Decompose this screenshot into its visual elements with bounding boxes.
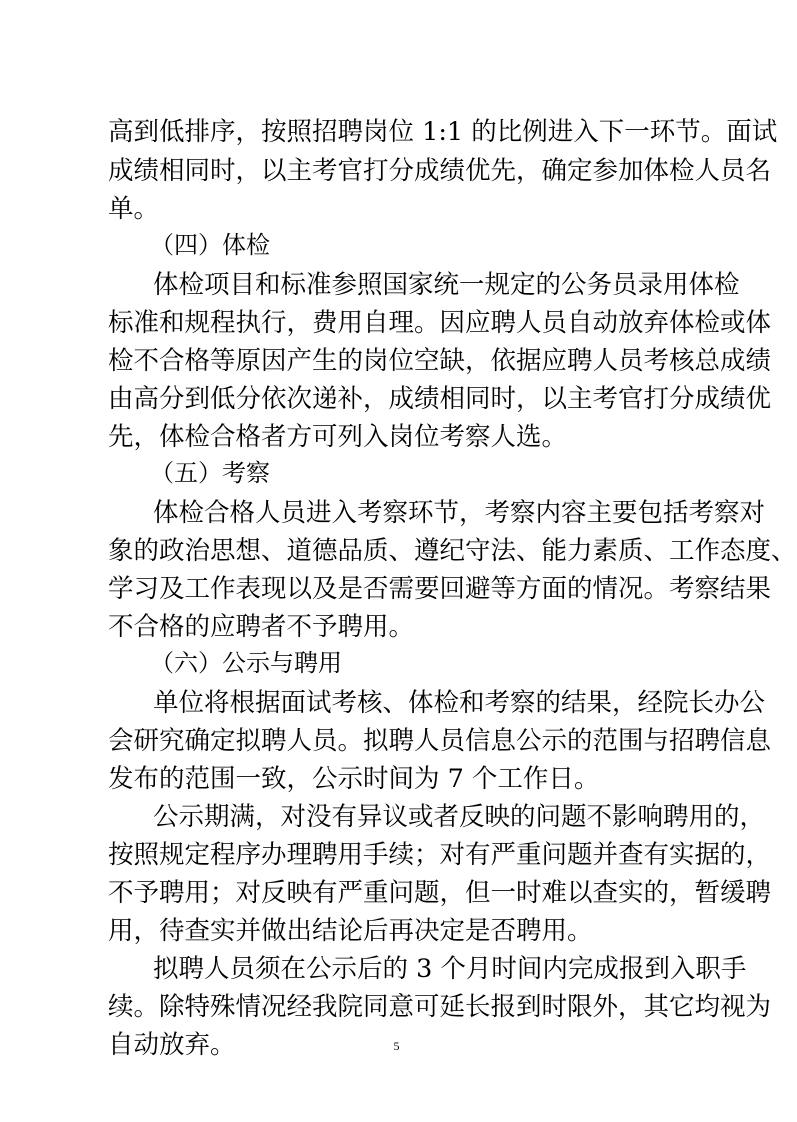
paragraph-line: 由高分到低分依次递补，成绩相同时，以主考官打分成绩优 [108, 384, 772, 414]
paragraph-line: 不予聘用；对反映有严重问题，但一时难以查实的，暂缓聘 [108, 878, 772, 908]
paragraph-line: 按照规定程序办理聘用手续；对有严重问题并查有实据的， [108, 840, 772, 870]
paragraph-line: 高到低排序，按照招聘岗位 1:1 的比例进入下一环节。面试 [108, 117, 778, 147]
section-heading-inspection: （五）考察 [150, 459, 270, 487]
paragraph-line: 象的政治思想、道德品质、遵纪守法、能力素质、工作态度、 [108, 536, 797, 566]
paragraph-line: 学习及工作表现以及是否需要回避等方面的情况。考察结果 [108, 574, 772, 604]
page-number: 5 [393, 1039, 400, 1053]
section-heading-physical-exam: （四）体检 [150, 231, 270, 259]
paragraph-line: 检不合格等原因产生的岗位空缺，依据应聘人员考核总成绩 [108, 346, 772, 376]
paragraph-line: 单位将根据面试考核、体检和考察的结果，经院长办公 [153, 688, 766, 718]
paragraph-line: 会研究确定拟聘人员。拟聘人员信息公示的范围与招聘信息 [108, 726, 772, 756]
paragraph-line: 自动放弃。 [108, 1030, 236, 1060]
paragraph-line: 成绩相同时，以主考官打分成绩优先，确定参加体检人员名 [108, 156, 772, 186]
paragraph-line: 公示期满，对没有异议或者反映的问题不影响聘用的， [153, 802, 766, 832]
paragraph-line: 用，待查实并做出结论后再决定是否聘用。 [108, 916, 593, 946]
paragraph-line: 续。除特殊情况经我院同意可延长报到时限外，其它均视为 [108, 992, 772, 1022]
paragraph-line: 体检项目和标准参照国家统一规定的公务员录用体检 [153, 270, 740, 300]
paragraph-line: 标准和规程执行，费用自理。因应聘人员自动放弃体检或体 [108, 308, 772, 338]
paragraph-line: 不合格的应聘者不予聘用。 [108, 612, 415, 642]
paragraph-line: 先，体检合格者方可列入岗位考察人选。 [108, 422, 568, 452]
paragraph-line: 体检合格人员进入考察环节，考察内容主要包括考察对 [153, 498, 766, 528]
section-heading-publicity-and-hiring: （六）公示与聘用 [150, 649, 342, 677]
paragraph-line: 拟聘人员须在公示后的 3 个月时间内完成报到入职手 [153, 954, 747, 984]
paragraph-line: 发布的范围一致，公示时间为 7 个工作日。 [108, 764, 600, 794]
paragraph-line: 单。 [108, 194, 160, 224]
